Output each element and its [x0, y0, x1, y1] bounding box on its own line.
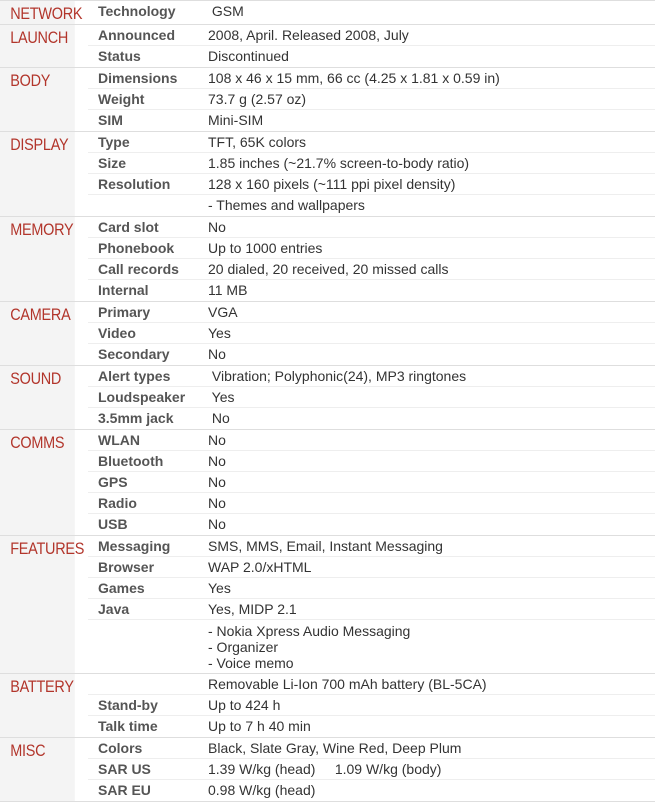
spec-value: 11 MB: [208, 282, 248, 298]
spec-row: [88, 1, 655, 22]
spec-section: [0, 302, 655, 366]
spec-row: [88, 153, 655, 174]
spec-label: Secondary: [98, 346, 170, 362]
spec-value: Black, Slate Gray, Wine Red, Deep Plum: [208, 740, 462, 756]
spec-row: [88, 366, 655, 387]
spec-value: Removable Li-Ion 700 mAh battery (BL-5CA): [208, 676, 487, 692]
spec-value: No: [208, 474, 226, 490]
spec-section: [0, 366, 655, 430]
spec-value: WAP 2.0/xHTML: [208, 559, 312, 575]
spec-label: SAR US: [98, 761, 151, 777]
spec-row: [88, 620, 655, 673]
spec-row: [88, 387, 655, 408]
spec-row: [88, 430, 655, 451]
spec-label: Type: [98, 134, 130, 150]
section-heading: MISC: [0, 738, 75, 801]
spec-label: Weight: [98, 91, 145, 107]
spec-row: [88, 536, 655, 557]
spec-label: [88, 623, 208, 671]
spec-rows: [88, 536, 655, 673]
spec-label: Internal: [98, 282, 149, 298]
spec-label: 3.5mm jack: [98, 410, 174, 426]
spec-value: No: [208, 432, 226, 448]
spec-label: Size: [98, 155, 127, 171]
section-heading: COMMS: [0, 430, 75, 535]
spec-value: Up to 424 h: [208, 697, 281, 713]
section-heading: SOUND: [0, 366, 75, 429]
spec-row: [88, 46, 655, 67]
spec-label: Phonebook: [98, 240, 175, 256]
spec-label: Alert types: [98, 368, 171, 384]
spec-section: [0, 738, 655, 802]
spec-row: [88, 132, 655, 153]
spec-label: USB: [98, 516, 128, 532]
spec-value: - Nokia Xpress Audio Messaging - Organizer - Voice memo: [208, 623, 411, 671]
spec-value: No: [208, 453, 226, 469]
spec-row: [88, 695, 655, 716]
spec-label: [88, 195, 208, 216]
spec-row: [88, 716, 655, 737]
spec-label: Announced: [98, 27, 175, 43]
spec-value: 1.39 W/kg (head) 1.09 W/kg (body): [208, 761, 442, 777]
spec-label: Colors: [98, 740, 143, 756]
spec-rows: [88, 217, 655, 301]
spec-label: Call records: [98, 261, 179, 277]
section-heading: FEATURES: [0, 536, 75, 673]
spec-label: Video: [98, 325, 136, 341]
spec-value: No: [208, 410, 230, 426]
spec-value: Up to 1000 entries: [208, 240, 323, 256]
spec-row: [88, 514, 655, 535]
spec-value: No: [208, 495, 226, 511]
spec-value: SMS, MMS, Email, Instant Messaging: [208, 538, 443, 554]
spec-row: [88, 599, 655, 620]
spec-row: [88, 217, 655, 238]
spec-row: [88, 557, 655, 578]
spec-row: [88, 323, 655, 344]
spec-value: No: [208, 346, 226, 362]
spec-row: [88, 493, 655, 514]
spec-label: SAR EU: [98, 782, 151, 798]
spec-rows: [88, 1, 655, 24]
section-heading: MEMORY: [0, 217, 75, 301]
spec-label: Stand-by: [98, 697, 158, 713]
spec-row: [88, 259, 655, 280]
spec-value: 128 x 160 pixels (~111 ppi pixel density): [208, 176, 456, 192]
spec-value: 73.7 g (2.57 oz): [208, 91, 307, 107]
spec-row: [88, 174, 655, 195]
spec-row: [88, 25, 655, 46]
spec-label: [88, 674, 208, 694]
spec-row: [88, 238, 655, 259]
spec-value: 0.98 W/kg (head): [208, 782, 316, 798]
spec-value: VGA: [208, 304, 238, 320]
spec-value: TFT, 65K colors: [208, 134, 307, 150]
spec-row: [88, 759, 655, 780]
spec-rows: [88, 68, 655, 131]
spec-section: [0, 68, 655, 132]
spec-label: Bluetooth: [98, 453, 164, 469]
section-heading: LAUNCH: [0, 25, 75, 67]
spec-rows: [88, 430, 655, 535]
spec-label: WLAN: [98, 432, 140, 448]
spec-value: - Themes and wallpapers: [208, 197, 365, 213]
section-heading: DISPLAY: [0, 132, 75, 216]
spec-rows: [88, 132, 655, 216]
spec-row: [88, 280, 655, 301]
spec-row: [88, 110, 655, 131]
spec-label: Messaging: [98, 538, 171, 554]
spec-rows: [88, 302, 655, 365]
spec-section: [0, 1, 655, 25]
spec-value: Discontinued: [208, 48, 289, 64]
spec-section: [0, 430, 655, 536]
spec-value: Yes: [208, 580, 231, 596]
spec-label: Loudspeaker: [98, 389, 186, 405]
spec-value: Yes: [208, 389, 235, 405]
spec-value: Yes, MIDP 2.1: [208, 601, 297, 617]
spec-label: Browser: [98, 559, 155, 575]
spec-label: Talk time: [98, 718, 158, 734]
spec-section: [0, 674, 655, 738]
spec-value: No: [208, 516, 226, 532]
spec-section: [0, 536, 655, 674]
spec-row: [88, 674, 655, 695]
spec-value: Vibration; Polyphonic(24), MP3 ringtones: [208, 368, 467, 384]
spec-value: 1.85 inches (~21.7% screen-to-body ratio): [208, 155, 470, 171]
spec-value: GSM: [208, 3, 244, 19]
section-heading: NETWORK: [0, 1, 75, 24]
spec-label: Technology: [98, 3, 176, 19]
spec-rows: [88, 738, 655, 801]
section-heading: BATTERY: [0, 674, 75, 737]
spec-label: Status: [98, 48, 141, 64]
spec-value: Up to 7 h 40 min: [208, 718, 311, 734]
spec-value: 2008, April. Released 2008, July: [208, 27, 409, 43]
spec-section: [0, 217, 655, 302]
spec-row: [88, 344, 655, 365]
section-heading: BODY: [0, 68, 75, 131]
spec-row: [88, 738, 655, 759]
spec-row: [88, 408, 655, 429]
spec-value: No: [208, 219, 226, 235]
spec-row: [88, 195, 655, 216]
spec-rows: [88, 674, 655, 737]
spec-rows: [88, 25, 655, 67]
spec-label: GPS: [98, 474, 128, 490]
spec-value: 108 x 46 x 15 mm, 66 cc (4.25 x 1.81 x 0.59 in): [208, 70, 500, 86]
spec-label: Dimensions: [98, 70, 178, 86]
spec-row: [88, 302, 655, 323]
spec-label: Java: [98, 601, 130, 617]
spec-label: Primary: [98, 304, 151, 320]
spec-row: [88, 451, 655, 472]
spec-row: [88, 472, 655, 493]
spec-label: Card slot: [98, 219, 159, 235]
spec-value: Mini-SIM: [208, 112, 264, 128]
spec-row: [88, 578, 655, 599]
spec-label: Games: [98, 580, 145, 596]
spec-value: 20 dialed, 20 received, 20 missed calls: [208, 261, 449, 277]
section-heading: CAMERA: [0, 302, 75, 365]
spec-row: [88, 89, 655, 110]
spec-section: [0, 25, 655, 68]
spec-value: Yes: [208, 325, 231, 341]
spec-label: SIM: [98, 112, 123, 128]
spec-label: Radio: [98, 495, 137, 511]
spec-row: [88, 780, 655, 801]
spec-rows: [88, 366, 655, 429]
spec-label: Resolution: [98, 176, 171, 192]
spec-section: [0, 132, 655, 217]
spec-row: [88, 68, 655, 89]
